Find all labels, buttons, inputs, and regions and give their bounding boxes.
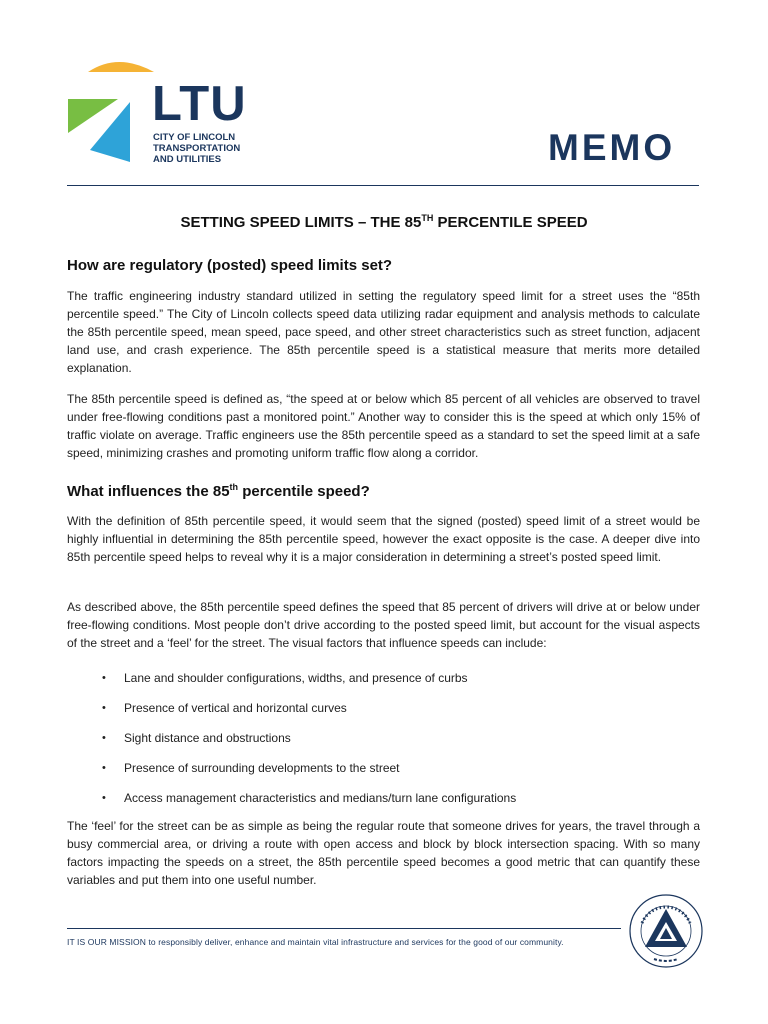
paragraph: The ‘feel’ for the street can be as simple as being the regular route that someone drives for years, the travel through a busy commercial area, or driving a route with open access and block by block intersection spacing. With so many factors impacting the speeds on a street, the 85th percentile speed becomes a good metric that can quantify these variables and put them into one useful number. [67, 819, 700, 887]
list-item-text: Sight distance and obstructions [124, 731, 291, 745]
brand-sub-line: AND UTILITIES [153, 154, 222, 165]
page-title [0, 213, 768, 231]
paragraph: The 85th percentile speed is defined as, “the speed at or below which 85 percent of all vehicles are observed to travel under free-flowing conditions past a monitored point.” Another way to consider this is the speed at which only 15% of traffic violate on average. Traffic engineers use the 85th percentile speed as a standard to set the speed limit at a safe speed, minimizing crashes and promoting uniform traffic flow along a corridor. [67, 392, 700, 460]
heading-post: percentile speed? [238, 483, 370, 500]
apwa-accreditation-seal [628, 893, 704, 969]
bullet-icon: • [102, 762, 106, 774]
paragraph: The traffic engineering industry standard utilized in setting the regulatory speed limit for a street uses the “85th percentile speed.” The City of Lincoln collects speed data utilizing radar equipment and analysis methods to calculate the 85th percentile speed, mean speed, pace speed, and other street characteristics such as street function, adjacent land use, and crash experience. The 85th percentile speed is a statistical measure that merits more detailed explanation. [67, 289, 700, 375]
brand-sub-line: CITY OF LINCOLN [153, 132, 236, 143]
title-main: SETTING SPEED LIMITS – THE 85 [180, 214, 422, 231]
list-item [67, 668, 700, 698]
brand-subtitle [153, 132, 240, 165]
memo-label: MEMO [548, 127, 676, 168]
mission-statement [67, 937, 627, 947]
brand-name: LTU [152, 77, 247, 131]
title-tail: PERCENTILE SPEED [433, 214, 588, 231]
list-item [67, 788, 700, 818]
paragraph: With the definition of 85th percentile speed, it would seem that the signed (posted) speed limit of a street would be highly influential in determining the 85th percentile speed, however the exact opposite is the case. A deeper dive into 85th percentile speed helps to reveal why it is a major consideration in determining a street’s posted speed limit. [67, 514, 700, 564]
bullet-icon: • [102, 792, 106, 804]
heading-sup: th [229, 482, 239, 492]
title-sup: TH [421, 213, 434, 223]
list-item-text: Presence of surrounding developments to the street [124, 761, 400, 775]
footer-divider [67, 928, 621, 929]
heading-pre: What influences the 85 [67, 483, 230, 500]
bullet-icon: • [102, 672, 106, 684]
list-item [67, 758, 700, 788]
logo-yellow-arc [88, 62, 154, 72]
paragraph: As described above, the 85th percentile speed defines the speed that 85 percent of drivers will drive at or below under free-flowing conditions. Most people don’t drive according to the posted speed limit, but account for the visual aspects of the street and a ‘feel’ for the street. The visual factors that influence speeds can include: [67, 600, 700, 650]
mission-rest: to responsibly deliver, enhance and maintain vital infrastructure and services for the good of our community. [146, 937, 564, 947]
bullet-icon: • [102, 702, 106, 714]
section-heading [67, 482, 370, 500]
ltu-logo-mark [66, 58, 162, 164]
list-item-text: Lane and shoulder configurations, widths, and presence of curbs [124, 671, 468, 685]
brand-sub-line: TRANSPORTATION [153, 143, 241, 154]
section-heading: How are regulatory (posted) speed limits set? [67, 257, 393, 274]
list-item-text: Presence of vertical and horizontal curves [124, 701, 347, 715]
list-item [67, 698, 700, 728]
influence-factors-list [67, 668, 700, 818]
header-divider [67, 185, 699, 186]
bullet-icon: • [102, 732, 106, 744]
list-item-text: Access management characteristics and medians/turn lane configurations [124, 791, 517, 805]
mission-lead: IT IS OUR MISSION [67, 937, 146, 947]
list-item [67, 728, 700, 758]
